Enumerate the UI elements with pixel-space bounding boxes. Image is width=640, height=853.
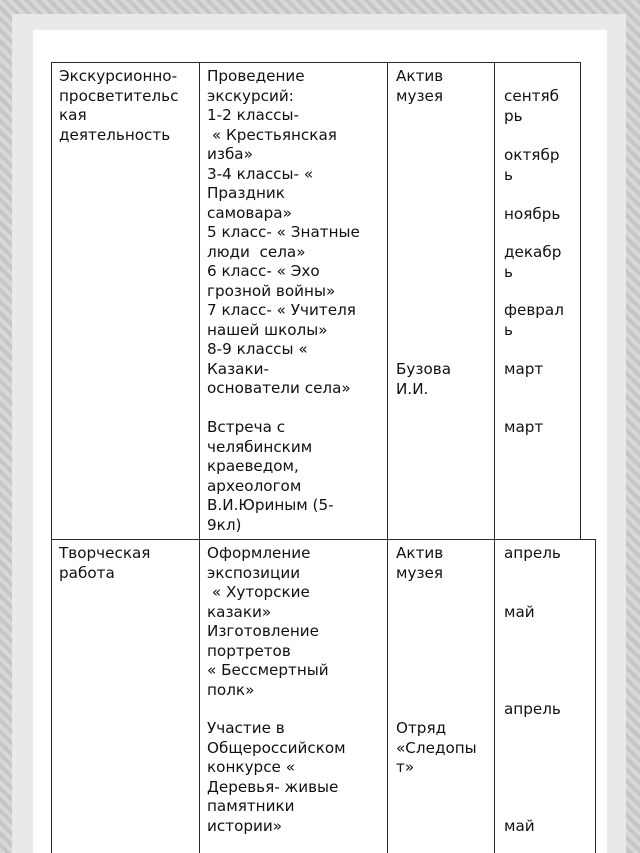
date-entry: май [504,817,535,835]
table-right-border-lower [595,539,596,853]
responsible-cell: Актив музея [396,67,444,105]
date-entry: апрель [504,700,561,718]
table-top-border [51,62,581,63]
column-divider-1 [199,62,200,853]
event-content-cell: Оформление экспозиции « Хуторские казаки» Изготовление портретов « Бессмертный полк» [207,544,329,699]
activity-cell: Экскурсионно- просветительс кая деятельность [59,67,179,144]
date-entry: феврал ь [504,301,564,339]
table-row-divider [51,539,596,540]
responsible-extra: Бузова И.И. [396,360,452,398]
table-left-border [51,62,52,853]
responsible-cell: Актив музея [396,544,444,582]
date-entry: сентяб рь [504,87,559,125]
column-divider-2 [387,62,388,853]
date-entry: декабр ь [504,243,562,281]
date-entry: май [504,603,535,621]
date-entry: ноябрь [504,205,561,223]
table-right-border-upper [580,62,581,539]
activity-cell: Творческая работа [59,544,151,582]
responsible-extra: Отряд «Следопы т» [396,719,477,776]
date-entry: март [504,360,544,378]
date-entry: апрель [504,544,561,562]
date-entry: октябр ь [504,146,560,184]
date-entry: март [504,418,544,436]
event-content-cell: Проведение экскурсий: 1-2 классы- « Крестьянская изба» 3-4 классы- « Праздник самовара» 5 класс- « Знатные люди села» 6 класс- « Эхо грозной войны» 7 класс- « Учителя нашей школы» 8-9 классы « Казаки- основатели села» [207,67,360,397]
event-content-extra: Встреча с челябинским краеведом, археологом В.И.Юриным (5- 9кл) [207,418,334,534]
column-divider-3 [494,62,495,853]
event-content-extra: Участие в Общероссийском конкурсе « Деревья- живые памятники истории» [207,719,346,835]
